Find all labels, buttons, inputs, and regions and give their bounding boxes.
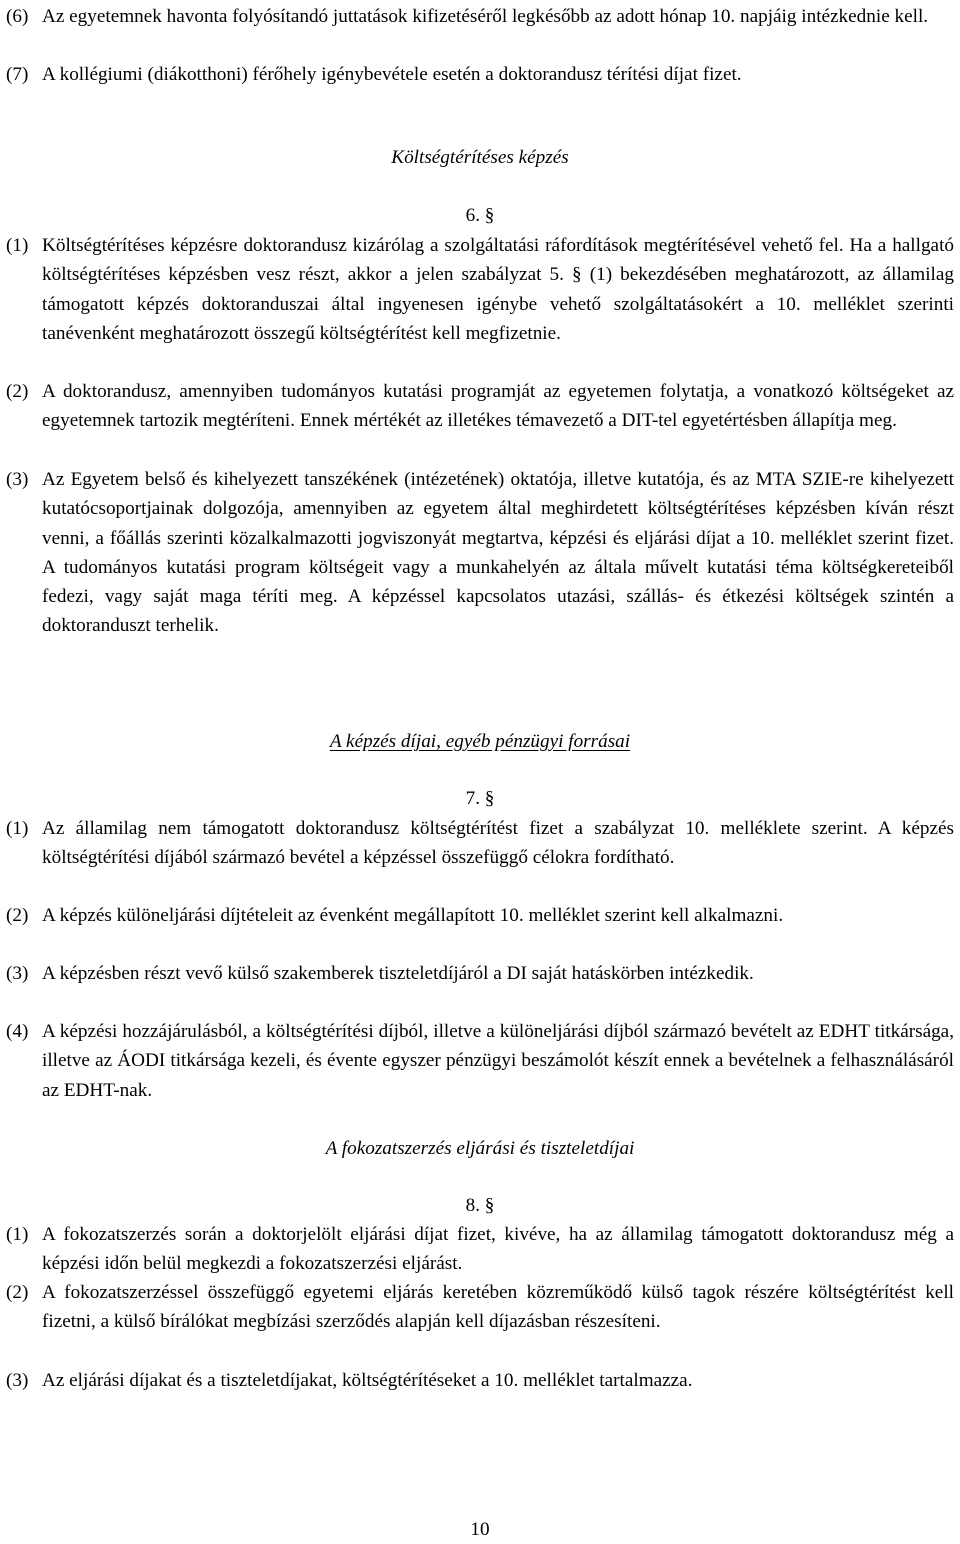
- paragraph-8-2: [6, 1278, 954, 1337]
- paragraph-number: (2): [6, 905, 29, 926]
- section-heading-6: Költségtérítéses képzés: [391, 147, 569, 168]
- paragraph-6-3: [6, 465, 954, 641]
- paragraph-text: Az Egyetem belső és kihelyezett tanszékének (intézetének) oktatója, illetve kutatója, és az MTA SZIE-re kihelyezett kutatócsoportjainak dolgozója, amennyiben az egyetem által meghirdetett költségtérítéses képzésben kíván részt venni, a főállás szerinti közalkalmazotti jogviszonyát megtartva, képzési és eljárási díjat a 10. melléklet szerint fizet. A tudományos kutatási program költségeit vagy a munkahelyén az általa művelt kutatási téma költségkereteiből fedezi, vagy saját maga téríti meg. A képzéssel kapcsolatos utazási, szállás- és étkezési költségek szintén a doktoranduszt terhelik.: [42, 469, 954, 637]
- paragraph-7-2: [6, 901, 954, 930]
- section-heading-7: [0, 727, 960, 756]
- paragraph-6-1: [6, 231, 954, 348]
- paragraph-number: (3): [6, 963, 29, 984]
- paragraph-text: A fokozatszerzéssel összefüggő egyetemi eljárás keretében közreműködő külső tagok részére költségtérítést kell fizetni, a külső bírálókat megbízási szerződés alapján kell díjazásban részesíteni.: [42, 1282, 954, 1333]
- paragraph-7-4: [6, 1017, 954, 1105]
- paragraph-text: A képzés különeljárási díjtételeit az évenként megállapított 10. melléklet szerint kell alkalmazni.: [42, 905, 784, 926]
- paragraph-text: A képzési hozzájárulásból, a költségtérítési díjból, illetve a különeljárási díjból származó bevételt az EDHT titkársága, illetve az ÁODI titkársága kezeli, és évente egyszer pénzügyi beszámolót készít ennek a bevételnek a felhasználásáról az EDHT-nak.: [42, 1021, 954, 1101]
- section-number-6: 6. §: [465, 205, 495, 226]
- paragraph-5-7: [6, 60, 954, 89]
- paragraph-text: A fokozatszerzés során a doktorjelölt eljárási díjat fizet, kivéve, ha az államilag támogatott doktorandusz még a képzési időn belül megkezdi a fokozatszerzési eljárást.: [42, 1224, 954, 1275]
- paragraph-text: A doktorandusz, amennyiben tudományos kutatási programját az egyetemen folytatja, a vonatkozó költségeket az egyetemnek tartozik megtéríteni. Ennek mértékét az illetékes témavezető a DIT-tel egyetértésben állapítja meg.: [42, 381, 954, 432]
- paragraph-number: (6): [6, 6, 29, 27]
- paragraph-text: A képzésben részt vevő külső szakemberek tiszteletdíjáról a DI saját hatáskörben intézkedik.: [42, 963, 754, 984]
- section-heading-text: A képzés díjai, egyéb pénzügyi forrásai: [329, 731, 631, 752]
- paragraph-7-1: [6, 814, 954, 873]
- paragraph-text: Az államilag nem támogatott doktorandusz költségtérítést fizet a szabályzat 10. melléklete szerint. A képzés költségtérítési díjából származó bevétel a képzéssel összefüggő célokra fordítható.: [42, 818, 954, 869]
- paragraph-number: (2): [6, 381, 29, 402]
- paragraph-number: (1): [6, 235, 29, 256]
- paragraph-8-3: [6, 1366, 954, 1395]
- paragraph-text: Az egyetemnek havonta folyósítandó juttatások kifizetéséről legkésőbb az adott hónap 10. napjáig intézkednie kell.: [42, 6, 929, 27]
- paragraph-text: Az eljárási díjakat és a tiszteletdíjakat, költségtérítéseket a 10. melléklet tartalmazza.: [42, 1370, 693, 1391]
- paragraph-number: (4): [6, 1021, 29, 1042]
- section-number-7: 7. §: [465, 788, 495, 809]
- paragraph-7-3: [6, 959, 954, 988]
- paragraph-5-6: [6, 2, 954, 31]
- paragraph-number: (7): [6, 64, 29, 85]
- paragraph-8-1: [6, 1220, 954, 1279]
- paragraph-text: A kollégiumi (diákotthoni) férőhely igénybevétele esetén a doktorandusz térítési díjat fizet.: [42, 64, 742, 85]
- section-number-8: 8. §: [465, 1195, 495, 1216]
- paragraph-number: (3): [6, 469, 29, 490]
- page-number: 10: [470, 1519, 490, 1540]
- paragraph-number: (1): [6, 1224, 29, 1245]
- paragraph-number: (3): [6, 1370, 29, 1391]
- paragraph-text: Költségtérítéses képzésre doktorandusz kizárólag a szolgáltatási ráfordítások megtérítésével vehető fel. Ha a hallgató költségtérítéses képzésben vesz részt, akkor a jelen szabályzat 5. § (1) bekezdésében meghatározott, az államilag támogatott képzés doktoranduszai által ingyenesen igénybe vehető szolgáltatásokért a 10. melléklet szerinti tanévenként meghatározott összegű költségtérítést kell megfizetnie.: [42, 235, 954, 344]
- paragraph-6-2: [6, 377, 954, 436]
- section-heading-8: A fokozatszerzés eljárási és tiszteletdíjai: [325, 1138, 635, 1159]
- paragraph-number: (1): [6, 818, 29, 839]
- paragraph-number: (2): [6, 1282, 29, 1303]
